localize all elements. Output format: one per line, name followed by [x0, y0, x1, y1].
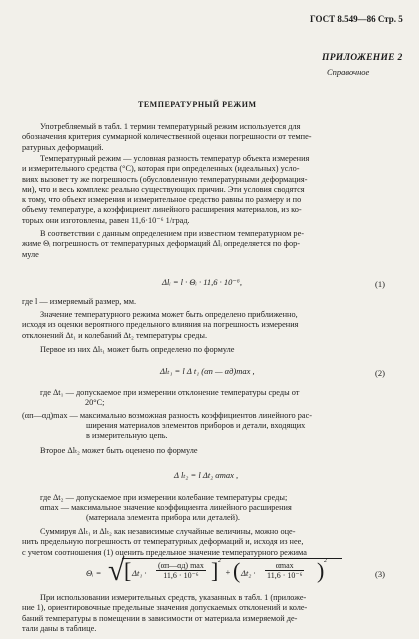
equation-3: Δ lₜ₂ = l Δt₂ αmax , [174, 470, 239, 480]
paragraph-2 [22, 229, 304, 260]
equation-1: Δlᵢ = l · Θᵢ · 11,6 · 10⁻⁶, [162, 277, 242, 287]
appendix-kind: Справочное [327, 67, 370, 77]
text-line: Суммируя Δlₜ₁ и Δlₜ₂ как независимые случайные величины, можно оце- [40, 527, 296, 536]
appendix-label: ПРИЛОЖЕНИЕ 2 [322, 53, 403, 63]
text-line: нить предельную погрешность от температурных деформаций и, исходя из нее, [22, 537, 304, 547]
equation-2-number: (2) [375, 368, 385, 378]
term-1: Δt₁ · [132, 568, 147, 578]
where-2-line-1: где Δt₁ — допускаемое при измерении отклонение температуры среды от [40, 388, 300, 397]
text-line: В соответствии с данным определением при известном температурном ре- [40, 229, 305, 238]
text-line: ратурных деформаций. [22, 142, 104, 152]
term-2: Δt₂ · [241, 568, 256, 578]
fraction-2 [265, 561, 304, 580]
equation-1-number: (1) [375, 279, 385, 289]
text-line: тали даны в таблице. [22, 623, 97, 633]
power-2: 2 [324, 558, 327, 564]
where-2-line-4: ширения материалов элементов приборов и детали, входящих [86, 421, 306, 430]
text-line: торых они изготовлены, равен 11,6·10⁻⁶ 1/град. [22, 215, 190, 225]
text-line: муле [22, 249, 39, 259]
text-line: баний температуры в помещении в зависимости от материала измеряемой де- [22, 613, 298, 623]
text-line: с учетом соотношения (1) оценить предельное значение температурного режима [22, 547, 307, 557]
plus-sign: + [225, 567, 231, 577]
fraction-2-numerator: αmax [265, 561, 304, 571]
paragraph-6 [22, 527, 307, 558]
sqrt-bar [122, 558, 342, 559]
definition-paragraph [22, 154, 309, 226]
text-line: Температурный режим — условная разность температур объекта измерения [40, 154, 310, 163]
page-header: ГОСТ 8.549—86 Стр. 5 [310, 14, 403, 24]
intro-paragraph [22, 122, 312, 153]
where-2-line-5: в измерительную цепь. [86, 431, 168, 440]
text-line: отклонений Δt₁ и колебаний Δt₂ температуры среды. [22, 330, 208, 340]
text-line: Употребляемый в табл. 1 термин температурный режим используется для [40, 122, 301, 131]
text-line: виях вызовет ту же погрешность (обусловленную температурными деформация- [22, 174, 308, 184]
equation-2: Δlₜ₁ = l Δ t₁ (αп — αд)max , [160, 366, 255, 376]
where-3-line-2: αmax — максимальное значение коэффициента линейного расширения [40, 503, 292, 512]
where-2-line-2: 20°С; [85, 398, 105, 407]
where-1: где l — измеряемый размер, мм. [22, 297, 137, 306]
where-3-line-1: где Δt₂ — допускаемое при измерении колебание температуры среды; [40, 493, 288, 502]
left-bracket-2: ( [233, 558, 241, 583]
paragraph-4: Первое из них Δlₜ₁ может быть определено по формуле [40, 345, 235, 354]
paragraph-7 [22, 593, 307, 634]
where-3-line-3: (материала элемента прибора или деталей). [86, 513, 240, 522]
text-line: ние 1), ориентировочные предельные значения допускаемых отклонений и коле- [22, 603, 308, 613]
text-line: обозначения критерия суммарной количественной оценки погрешности от темпе- [22, 132, 312, 142]
text-line: жиме Θᵢ погрешность от температурных деформаций Δlᵢ определяется по фор- [22, 239, 301, 249]
text-line: и измерительного средства (°С), которая при определенных (идеальных) усло- [22, 164, 300, 174]
fraction-1-numerator: (αп—αд) max [158, 561, 204, 570]
text-line: ми), что и весь комплекс реально существующих причин. Эти условия сводятся [22, 184, 305, 194]
fraction-1 [156, 561, 206, 580]
paragraph-5: Второе Δlₜ₂ может быть оценено по формуле [40, 446, 198, 455]
paragraph-3 [22, 310, 298, 341]
fraction-1-denominator: 11,6 · 10⁻⁶ [163, 571, 199, 580]
text-line: При использовании измерительных средств, указанных в табл. 1 (приложе- [40, 593, 307, 602]
text-line: объему температуре, а коэффициент линейного расширения материалов, из ко- [22, 205, 302, 215]
right-bracket-2: ) [317, 558, 325, 583]
text-line: к тому, что объект измерения и измерительное средство равны по размеру и по [22, 195, 302, 205]
text-line: Значение температурного режима может быть определено приближенно, [40, 310, 298, 319]
equation-4-number: (3) [375, 569, 385, 579]
left-bracket-1: [ [124, 558, 132, 583]
text-line: исходя из оценки вероятного предельного влияния на погрешность измерения [22, 320, 299, 330]
section-title: ТЕМПЕРАТУРНЫЙ РЕЖИМ [138, 100, 257, 109]
equation-4-lhs: Θᵢ = [86, 568, 102, 578]
sqrt-sign: √ [108, 554, 125, 587]
power-1: 2 [218, 558, 221, 564]
fraction-2-denominator: 11,6 · 10⁻⁶ [267, 571, 303, 580]
right-bracket-1: ] [211, 558, 219, 583]
where-2-line-3: (αп—αд)max — максимально возможная разность коэффициентов линейного рас- [22, 411, 313, 420]
